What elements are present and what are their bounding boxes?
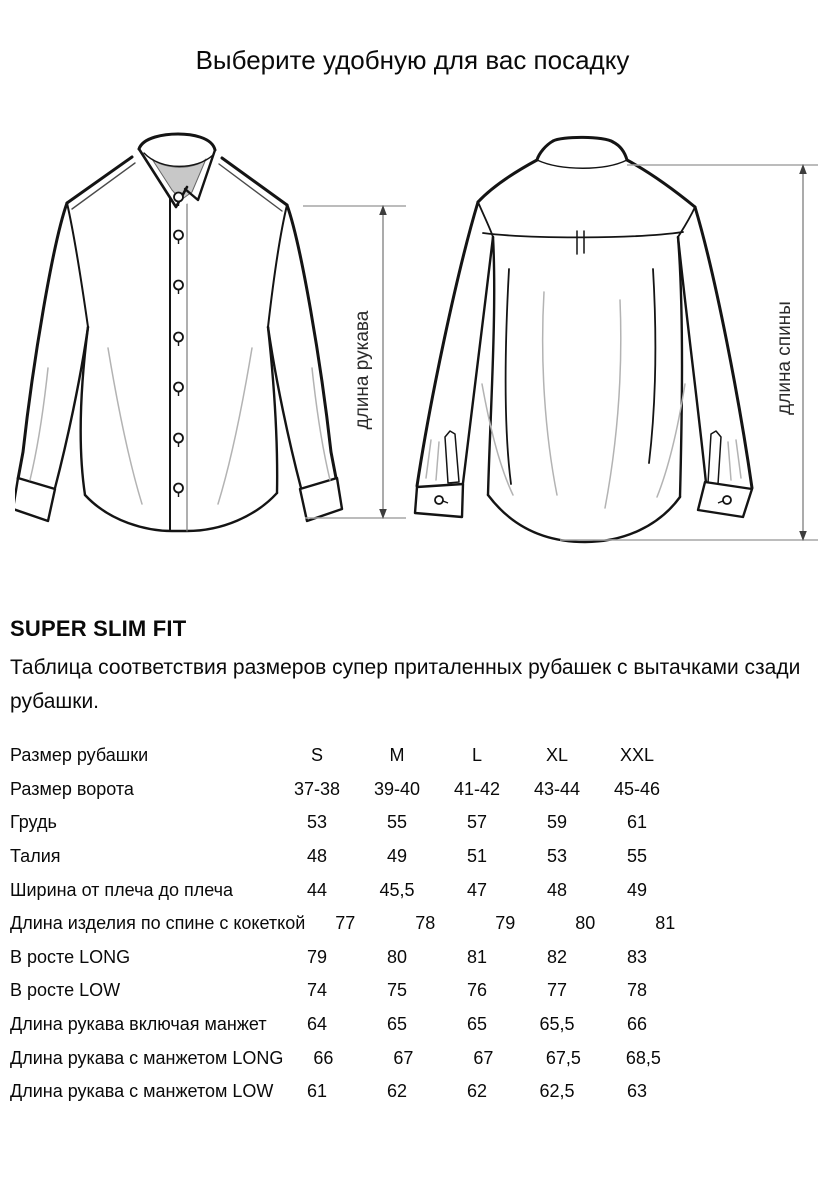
table-row <box>10 1075 770 1109</box>
row-label: Размер рубашки <box>10 745 149 766</box>
size-cell: 49 <box>626 879 648 900</box>
dimension-overlay <box>0 130 825 560</box>
size-cell: 37-38 <box>293 778 341 799</box>
size-cell: 39-40 <box>373 778 421 799</box>
table-row <box>10 806 770 840</box>
size-cell: 81 <box>655 913 676 934</box>
size-cell: 82 <box>546 946 568 967</box>
row-label: В росте LOW <box>10 980 121 1001</box>
size-header-cell: XL <box>545 745 569 766</box>
size-cell: 78 <box>415 913 436 934</box>
row-label: Грудь <box>10 812 57 833</box>
size-cell: 41-42 <box>453 778 501 799</box>
size-header-cell: XXL <box>619 745 655 766</box>
size-cell: 53 <box>306 812 328 833</box>
fit-description: Таблица соответствия размеров супер приталенных рубашек с вытачками сзади рубашки. <box>10 656 801 713</box>
sleeve-length-dimension-label: длина рукава <box>352 310 373 430</box>
size-cell: 81 <box>466 946 488 967</box>
size-cell: 62 <box>466 1081 488 1102</box>
row-label: В росте LONG <box>10 946 131 967</box>
size-cell: 48 <box>546 879 568 900</box>
size-cell: 79 <box>495 913 516 934</box>
size-cell: 63 <box>626 1081 648 1102</box>
size-cell: 65,5 <box>539 1014 575 1035</box>
table-row <box>10 840 770 874</box>
size-cell: 77 <box>335 913 356 934</box>
size-cell: 67 <box>393 1047 414 1068</box>
row-label: Длина изделия по спине с кокеткой <box>10 913 306 934</box>
size-cell: 67,5 <box>545 1047 581 1068</box>
size-cell: 75 <box>386 980 408 1001</box>
size-cell: 53 <box>546 846 568 867</box>
table-header-row <box>10 739 770 773</box>
size-cell: 43-44 <box>533 778 581 799</box>
table-row <box>10 941 770 975</box>
row-label: Длина рукава с манжетом LONG <box>10 1047 284 1068</box>
size-cell: 49 <box>386 846 408 867</box>
size-cell: 55 <box>386 812 408 833</box>
size-cell: 48 <box>306 846 328 867</box>
size-cell: 83 <box>626 946 648 967</box>
row-label: Длина рукава включая манжет <box>10 1014 267 1035</box>
row-label: Ширина от плеча до плеча <box>10 879 234 900</box>
table-row <box>10 1041 770 1075</box>
table-row <box>10 907 770 941</box>
size-cell: 59 <box>546 812 568 833</box>
size-cell: 74 <box>306 980 328 1001</box>
size-cell: 66 <box>313 1047 334 1068</box>
size-cell: 67 <box>473 1047 494 1068</box>
size-cell: 76 <box>466 980 488 1001</box>
size-cell: 45-46 <box>613 778 661 799</box>
size-table <box>10 739 770 1109</box>
fit-heading: SUPER SLIM FIT <box>10 616 187 641</box>
size-cell: 61 <box>626 812 648 833</box>
size-cell: 66 <box>626 1014 648 1035</box>
size-cell: 65 <box>466 1014 488 1035</box>
table-row <box>10 1008 770 1042</box>
size-cell: 62 <box>386 1081 408 1102</box>
size-cell: 80 <box>575 913 596 934</box>
page-title: Выберите удобную для вас посадку <box>195 45 630 75</box>
row-label: Длина рукава с манжетом LOW <box>10 1081 274 1102</box>
size-cell: 44 <box>306 879 328 900</box>
table-row <box>10 773 770 807</box>
size-cell: 62,5 <box>539 1081 575 1102</box>
size-cell: 64 <box>306 1014 328 1035</box>
size-header-cell: L <box>471 745 482 766</box>
table-row <box>10 873 770 907</box>
size-cell: 45,5 <box>379 879 415 900</box>
size-cell: 78 <box>626 980 648 1001</box>
size-cell: 47 <box>466 879 488 900</box>
size-cell: 80 <box>386 946 408 967</box>
row-label: Размер ворота <box>10 778 134 799</box>
size-cell: 65 <box>386 1014 408 1035</box>
size-cell: 51 <box>466 846 488 867</box>
size-cell: 77 <box>546 980 568 1001</box>
size-cell: 61 <box>306 1081 328 1102</box>
size-cell: 79 <box>306 946 328 967</box>
row-label: Талия <box>10 846 61 867</box>
size-header-cell: M <box>389 745 405 766</box>
size-cell: 57 <box>466 812 488 833</box>
size-cell: 68,5 <box>625 1047 661 1068</box>
size-cell: 55 <box>626 846 648 867</box>
table-row <box>10 974 770 1008</box>
size-header-cell: S <box>310 745 323 766</box>
back-length-dimension-label: длина спины <box>774 301 795 415</box>
